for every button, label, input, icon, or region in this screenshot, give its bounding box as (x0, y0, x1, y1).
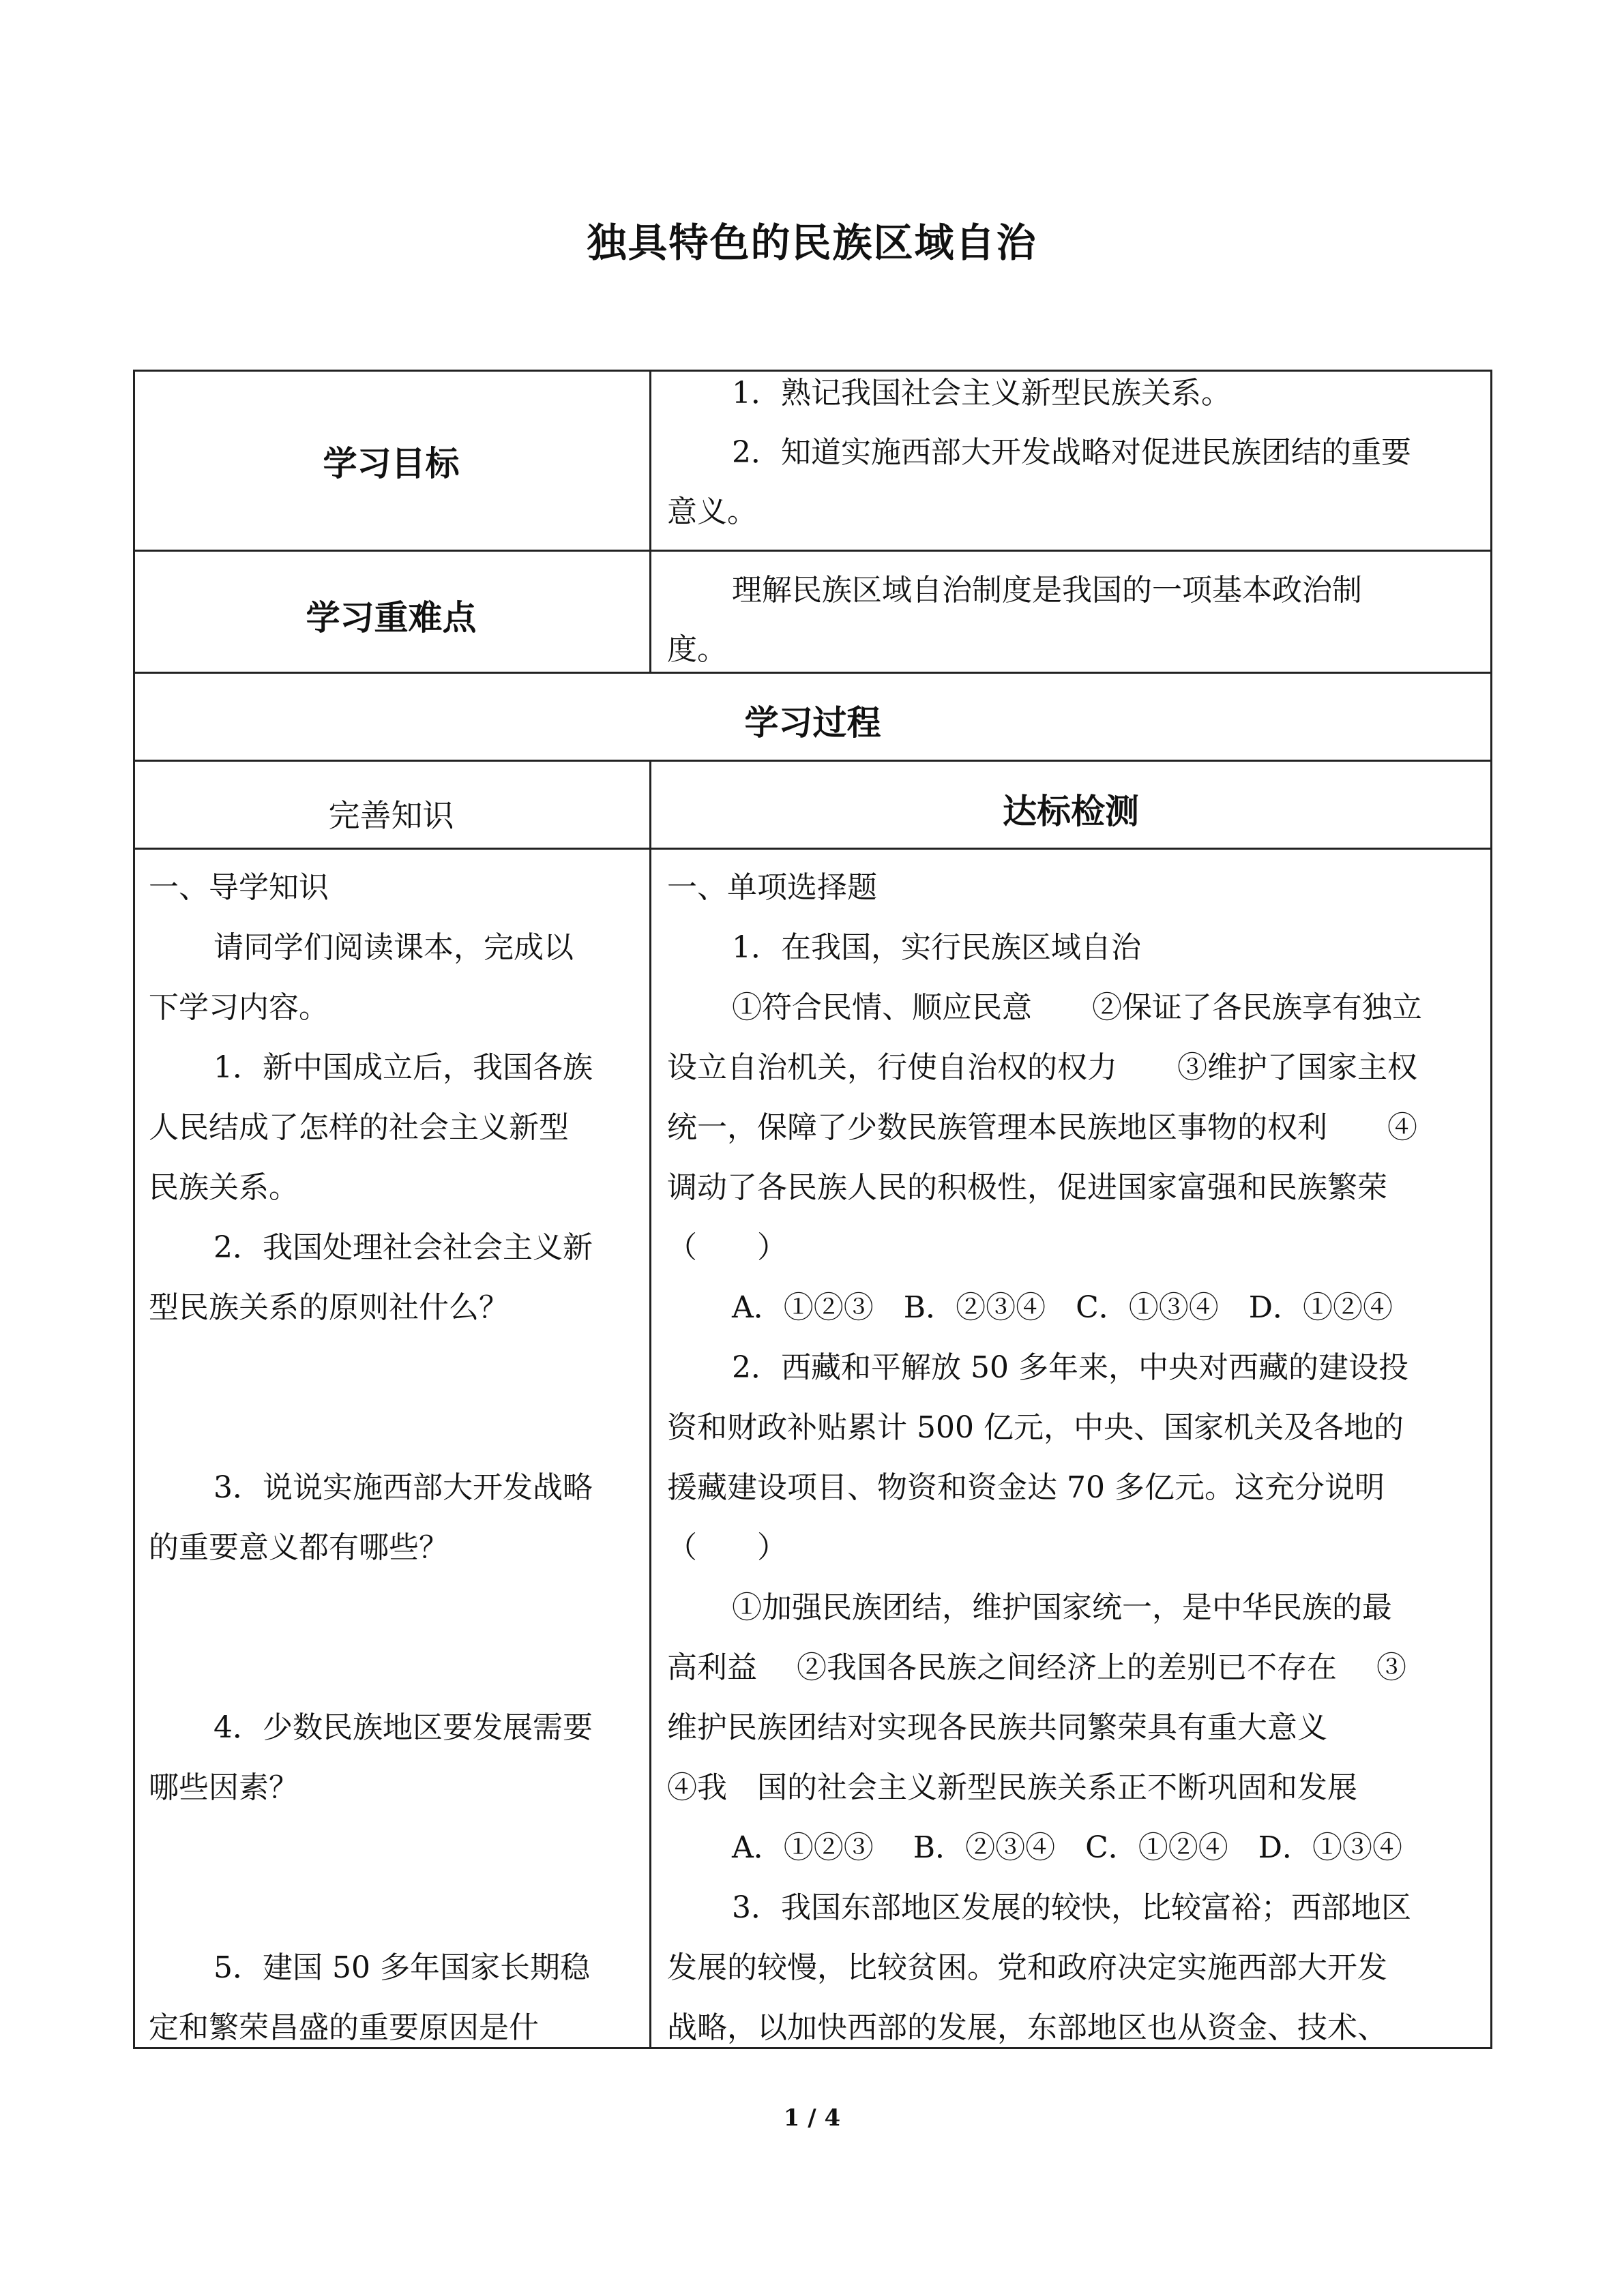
key-points-label: 学习重难点 (306, 598, 477, 638)
exercise-line: 调动了各民族人民的积极性，促进国家富强和民族繁荣 (667, 1170, 1387, 1205)
knowledge-line: 型民族关系的原则社什么？ (149, 1290, 509, 1325)
left-column-header: 完善知识 (328, 797, 454, 834)
col-divider-top (649, 370, 651, 672)
knowledge-line: 4．少数民族地区要发展需要 (213, 1710, 593, 1745)
knowledge-line: 的重要意义都有哪些？ (149, 1530, 449, 1565)
page-number: 1 / 4 (783, 2104, 841, 2132)
key-points-line: 度。 (667, 632, 727, 667)
knowledge-line: 人民结成了怎样的社会主义新型 (149, 1110, 569, 1145)
exercise-line: 一、单项选择题 (667, 870, 877, 905)
exercise-line: ①符合民情、顺应民意 ②保证了各民族享有独立 (732, 990, 1422, 1025)
exercise-line: A．①②③ B．②③④ C．①③④ D．①②④ (732, 1290, 1393, 1325)
row-divider-keypoints (133, 672, 1492, 674)
page-title: 独具特色的民族区域自治 (587, 220, 1037, 266)
exercise-line: 战略，以加快西部的发展，东部地区也从资金、技术、 (667, 2010, 1387, 2045)
col-divider-bottom (649, 760, 651, 2049)
exercise-line: 统一，保障了少数民族管理本民族地区事物的权利 ④ (667, 1110, 1417, 1145)
knowledge-line: 下学习内容。 (149, 990, 329, 1025)
knowledge-line: 一、导学知识 (149, 870, 329, 905)
goals-line: 意义。 (667, 494, 757, 529)
exercise-line: 资和财政补贴累计 500 亿元，中央、国家机关及各地的 (667, 1410, 1404, 1445)
right-column-header: 达标检测 (1003, 792, 1139, 831)
knowledge-line: 3．说说实施西部大开发战略 (213, 1470, 593, 1505)
knowledge-line: 哪些因素？ (149, 1770, 299, 1805)
exercise-line: 维护民族团结对实现各民族共同繁荣具有重大意义 (667, 1710, 1327, 1745)
goals-line: 2．知道实施西部大开发战略对促进民族团结的重要 (732, 435, 1411, 470)
goals-label: 学习目标 (323, 444, 460, 483)
exercise-line: ①加强民族团结，维护国家统一，是中华民族的最 (732, 1590, 1392, 1625)
row-divider-subheaders (133, 848, 1492, 850)
row-divider-goals (133, 550, 1492, 552)
knowledge-line: 2．我国处理社会社会主义新 (213, 1230, 593, 1265)
goals-line: 1．熟记我国社会主义新型民族关系。 (732, 376, 1231, 411)
key-points-line: 理解民族区域自治制度是我国的一项基本政治制 (732, 573, 1362, 608)
exercise-line: （ ） (667, 1230, 787, 1265)
knowledge-line: 请同学们阅读课本，完成以 (213, 930, 574, 965)
knowledge-line: 5．建国 50 多年国家长期稳 (213, 1950, 590, 1985)
exercise-line: 3．我国东部地区发展的较快，比较富裕；西部地区 (732, 1890, 1411, 1925)
knowledge-line: 定和繁荣昌盛的重要原因是什 (149, 2010, 539, 2045)
exercise-line: 1．在我国，实行民族区域自治 (732, 930, 1141, 965)
exercise-line: A．①②③ B．②③④ C．①②④ D．①③④ (732, 1830, 1403, 1865)
row-divider-process (133, 760, 1492, 762)
knowledge-line: 1．新中国成立后，我国各族 (213, 1050, 593, 1085)
exercise-line: 援藏建设项目、物资和资金达 70 多亿元。这充分说明 (667, 1470, 1385, 1505)
exercise-line: ④我 国的社会主义新型民族关系正不断巩固和发展 (667, 1770, 1357, 1805)
exercise-line: 高利益 ②我国各民族之间经济上的差别已不存在 ③ (667, 1650, 1406, 1685)
exercise-line: （ ） (667, 1530, 787, 1565)
exercise-line: 发展的较慢，比较贫困。党和政府决定实施西部大开发 (667, 1950, 1387, 1985)
process-header: 学习过程 (744, 703, 881, 743)
exercise-line: 设立自治机关，行使自治权的权力 ③维护了国家主权 (667, 1050, 1417, 1085)
exercise-line: 2．西藏和平解放 50 多年来，中央对西藏的建设投 (732, 1350, 1408, 1385)
knowledge-line: 民族关系。 (149, 1170, 299, 1205)
